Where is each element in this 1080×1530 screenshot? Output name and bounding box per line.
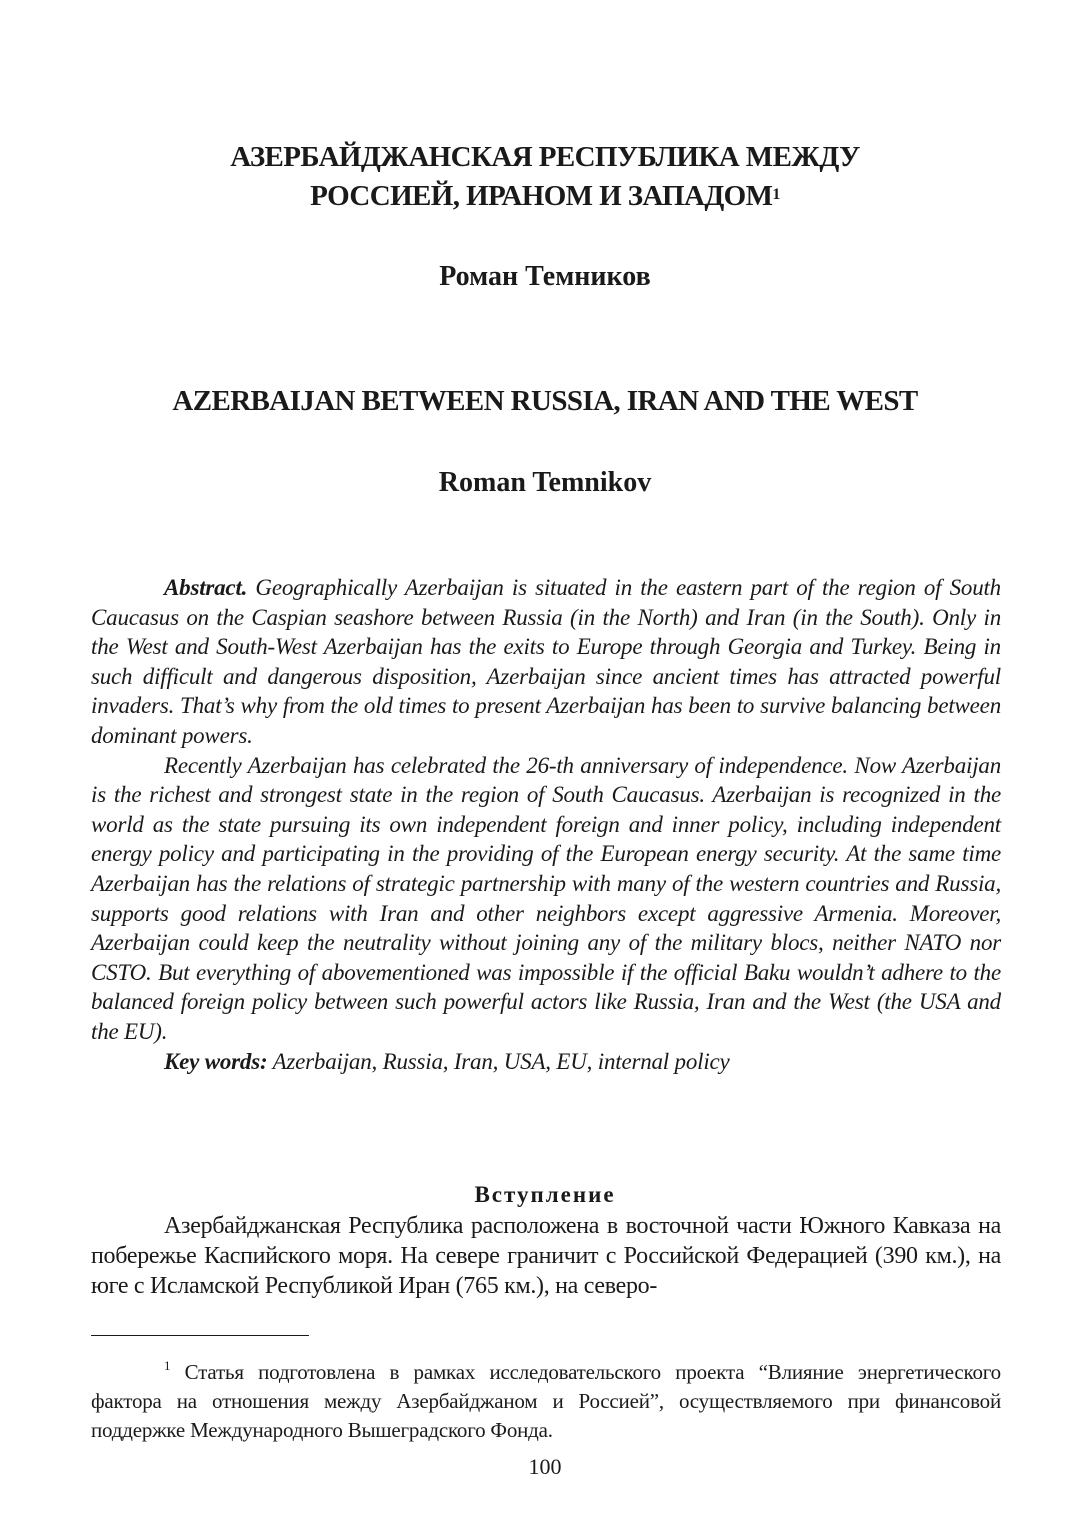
abstract-paragraph-1 [91,573,1001,751]
abstract-paragraph-2: Recently Azerbaijan has celebrated the 26-th anniversary of independence. Now Azerbaijan is the richest and strongest state in the region of South Caucasus. Azerbaijan is recognized in the world as the state pursuing its own independent foreign and inner policy, including independent energy policy and participating in the providing of the European energy security. At the same time Azerbaijan has the relations of strategic partnership with many of the western countries and Russia, supports good relations with Iran and other neighbors except aggressive Armenia. Moreover, Azerbaijan could keep the neutrality without joining any of the military blocs, neither NATO nor CSTO. But everything of abovementioned was impossible if the official Baku wouldn’t adhere to the balanced foreign policy between such powerful actors like Russia, Iran and the West (the USA and the EU). [91,752,1001,1044]
section-heading-introduction: Вступление [474,1182,616,1207]
footnote [91,1352,1001,1445]
footnote-text: Статья подготовлена в рамках исследовательского проекта “Влияние энергетического фактора на отношения между Азербайджаном и Россией”, осуществляемого при финансовой поддержке Международного Вышеградского Фонда. [91,1360,1001,1442]
abstract [91,573,1001,1076]
footnote-divider [91,1335,309,1336]
title-russian [90,138,1000,216]
introduction-body [91,1211,1001,1301]
page-number: 100 [528,1454,562,1479]
abstract-text-1: Geographically Azerbaijan is situated in the eastern part of the region of South Caucasus on the Caspian seashore between Russia (in the North) and Iran (in the South). Only in the West and South-West Azerbaijan has the exits to Europe through Georgia and Turkey. Being in such difficult and dangerous disposition, Azerbaijan since ancient times has attracted powerful invaders. That’s why from the old times to present Azerbaijan has been to survive balancing between dominant powers. [91,575,1001,748]
title-russian-line2: РОССИЕЙ, ИРАНОМ И ЗАПАДОМ [310,180,773,212]
footnote-mark: 1 [164,1358,171,1373]
introduction-paragraph: Азербайджанская Республика расположена в восточной части Южного Кавказа на побережье Каспийского моря. На севере граничит с Российской Федерацией (390 км.), на юге с Исламской Республикой Иран (765 км.), на северо- [91,1213,1001,1299]
keywords [91,1047,1001,1077]
footnote-paragraph [91,1352,1001,1445]
title-russian-line1: АЗЕРБАЙДЖАНСКАЯ РЕСПУБЛИКА МЕЖДУ [230,141,860,173]
keywords-text: Azerbaijan, Russia, Iran, USA, EU, internal policy [272,1048,730,1074]
abstract-label: Abstract. [164,575,248,600]
author-russian: Роман Темников [439,261,651,292]
author-english: Roman Temnikov [438,467,652,498]
keywords-label: Key words: [164,1048,268,1074]
title-english: AZERBAIJAN BETWEEN RUSSIA, IRAN AND THE WEST [172,385,918,417]
footnote-reference[interactable]: 1 [772,186,780,203]
